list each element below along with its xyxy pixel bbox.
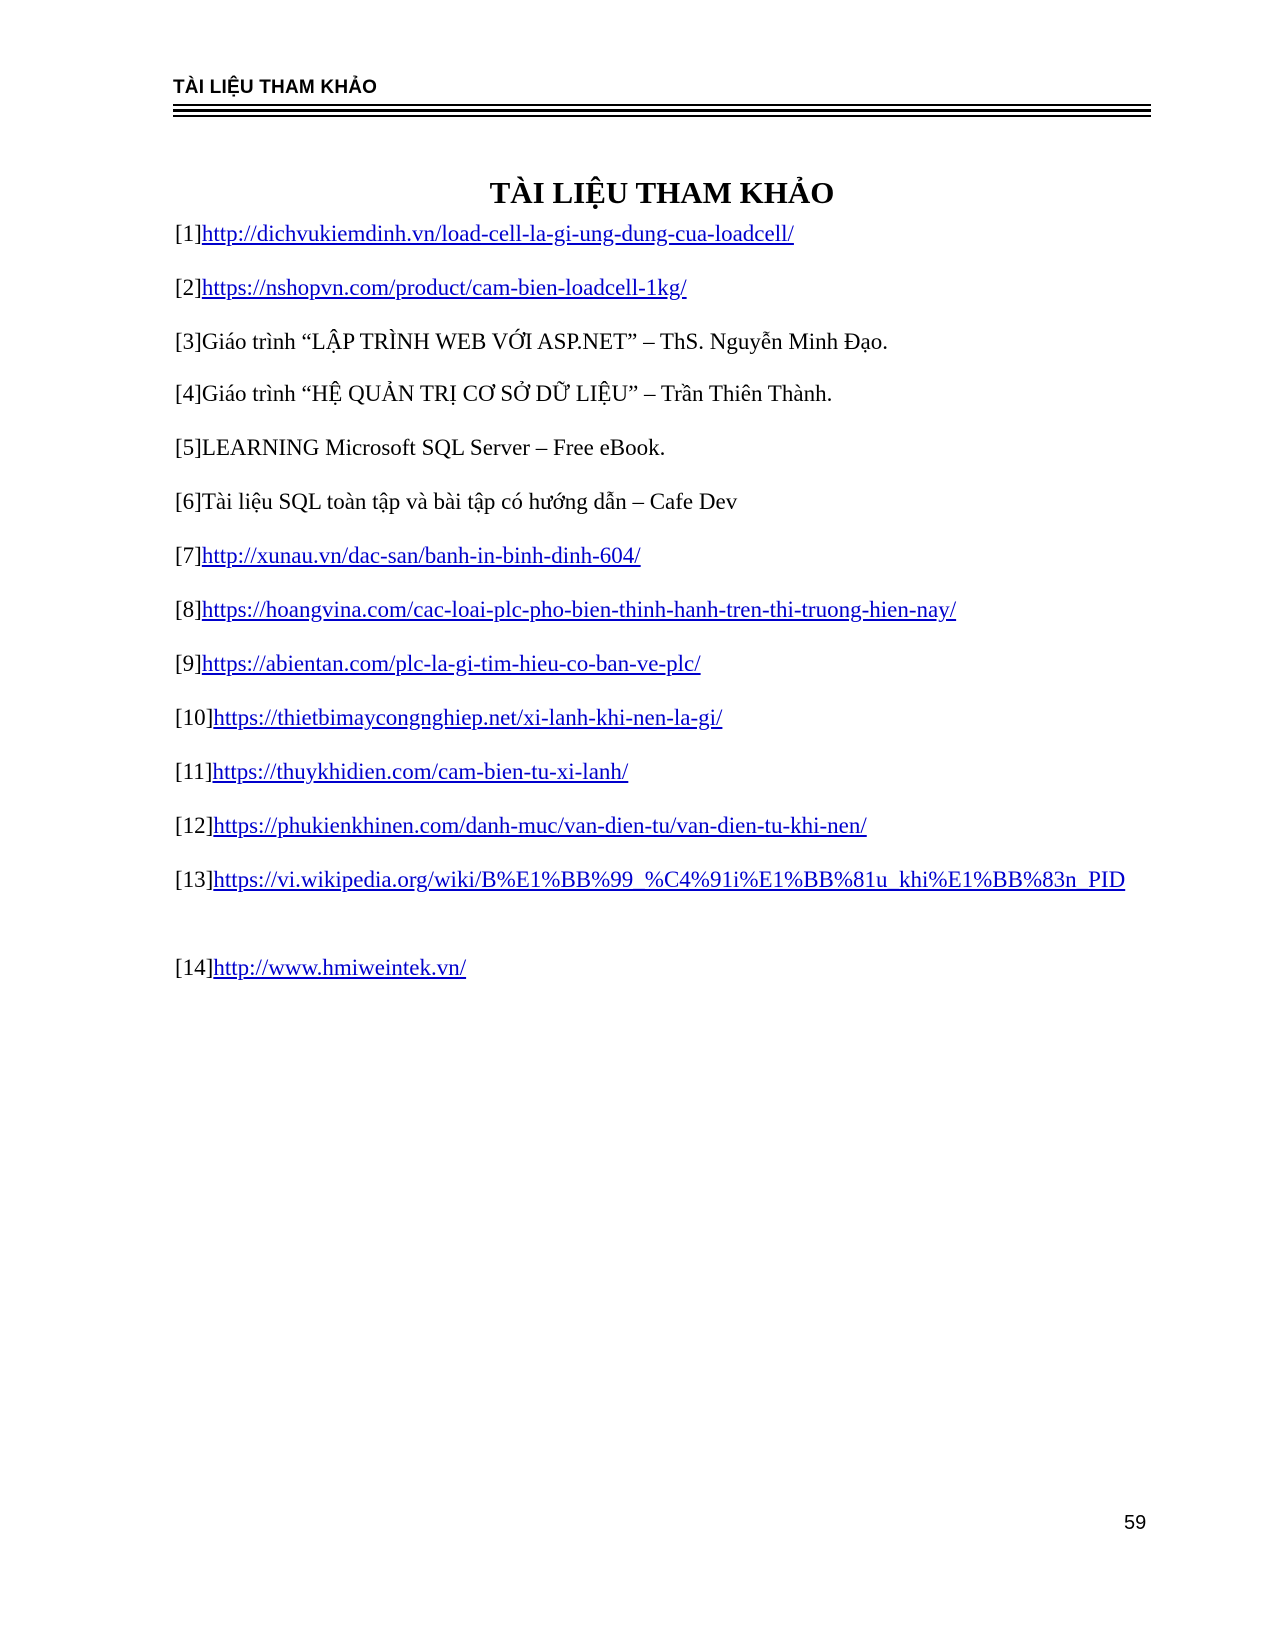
reference-number: [10] — [175, 705, 214, 730]
reference-text: Tài liệu SQL toàn tập và bài tập có hướng dẫn – Cafe Dev — [201, 489, 738, 514]
reference-item-8 — [175, 592, 1160, 628]
reference-text: LEARNING Microsoft SQL Server – Free eBook. — [201, 435, 666, 460]
reference-link[interactable]: https://nshopvn.com/product/cam-bien-loadcell-1kg/ — [201, 275, 687, 300]
reference-item-4 — [175, 376, 1160, 412]
reference-number: [1] — [175, 221, 202, 246]
reference-text: Giáo trình “HỆ QUẢN TRỊ CƠ SỞ DỮ LIỆU” – Trần Thiên Thành. — [201, 381, 833, 406]
reference-link[interactable]: https://vi.wikipedia.org/wiki/B%E1%BB%99_%C4%91i%E1%BB%81u_khi%E1%BB%83n_PID — [213, 867, 1126, 892]
reference-number: [4] — [175, 381, 202, 406]
reference-item-5 — [175, 430, 1160, 466]
reference-link[interactable]: https://abientan.com/plc-la-gi-tim-hieu-co-ban-ve-plc/ — [201, 651, 701, 676]
reference-number: [5] — [175, 435, 202, 460]
reference-number: [9] — [175, 651, 202, 676]
reference-number: [12] — [175, 813, 214, 838]
reference-item-12 — [175, 808, 1160, 844]
reference-item-2 — [175, 270, 1160, 306]
reference-item-10 — [175, 700, 1160, 736]
reference-link[interactable]: http://www.hmiweintek.vn/ — [213, 955, 467, 980]
header-rule-middle — [173, 109, 1151, 112]
running-header: TÀI LIỆU THAM KHẢO — [173, 77, 378, 98]
reference-number: [13] — [175, 867, 214, 892]
header-rule-bottom — [173, 115, 1151, 117]
reference-number: [3] — [175, 329, 202, 354]
reference-number: [2] — [175, 275, 202, 300]
page-title: TÀI LIỆU THAM KHẢO — [489, 175, 835, 210]
reference-link[interactable]: https://hoangvina.com/cac-loai-plc-pho-bien-thinh-hanh-tren-thi-truong-hien-nay/ — [201, 597, 957, 622]
reference-link[interactable]: https://phukienkhinen.com/danh-muc/van-dien-tu/van-dien-tu-khi-nen/ — [213, 813, 867, 838]
page-number: 59 — [1124, 1512, 1147, 1534]
reference-item-9 — [175, 646, 1160, 682]
reference-link[interactable]: https://thietbimaycongnghiep.net/xi-lanh-khi-nen-la-gi/ — [213, 705, 723, 730]
reference-text: Giáo trình “LẬP TRÌNH WEB VỚI ASP.NET” – ThS. Nguyễn Minh Đạo. — [201, 329, 888, 354]
reference-number: [11] — [175, 759, 213, 784]
reference-item-11 — [175, 754, 1160, 790]
reference-link[interactable]: http://dichvukiemdinh.vn/load-cell-la-gi-ung-dung-cua-loadcell/ — [201, 221, 794, 246]
reference-item-1 — [175, 216, 1160, 252]
reference-link[interactable]: http://xunau.vn/dac-san/banh-in-binh-dinh-604/ — [201, 543, 641, 568]
reference-item-13 — [175, 862, 1160, 898]
reference-item-6 — [175, 484, 1160, 520]
reference-item-14 — [175, 950, 1160, 986]
reference-number: [14] — [175, 955, 214, 980]
reference-item-7 — [175, 538, 1160, 574]
header-rule-top — [173, 104, 1151, 106]
reference-number: [8] — [175, 597, 202, 622]
reference-item-3 — [175, 324, 1160, 360]
reference-link[interactable]: https://thuykhidien.com/cam-bien-tu-xi-lanh/ — [212, 759, 629, 784]
reference-number: [6] — [175, 489, 202, 514]
reference-number: [7] — [175, 543, 202, 568]
